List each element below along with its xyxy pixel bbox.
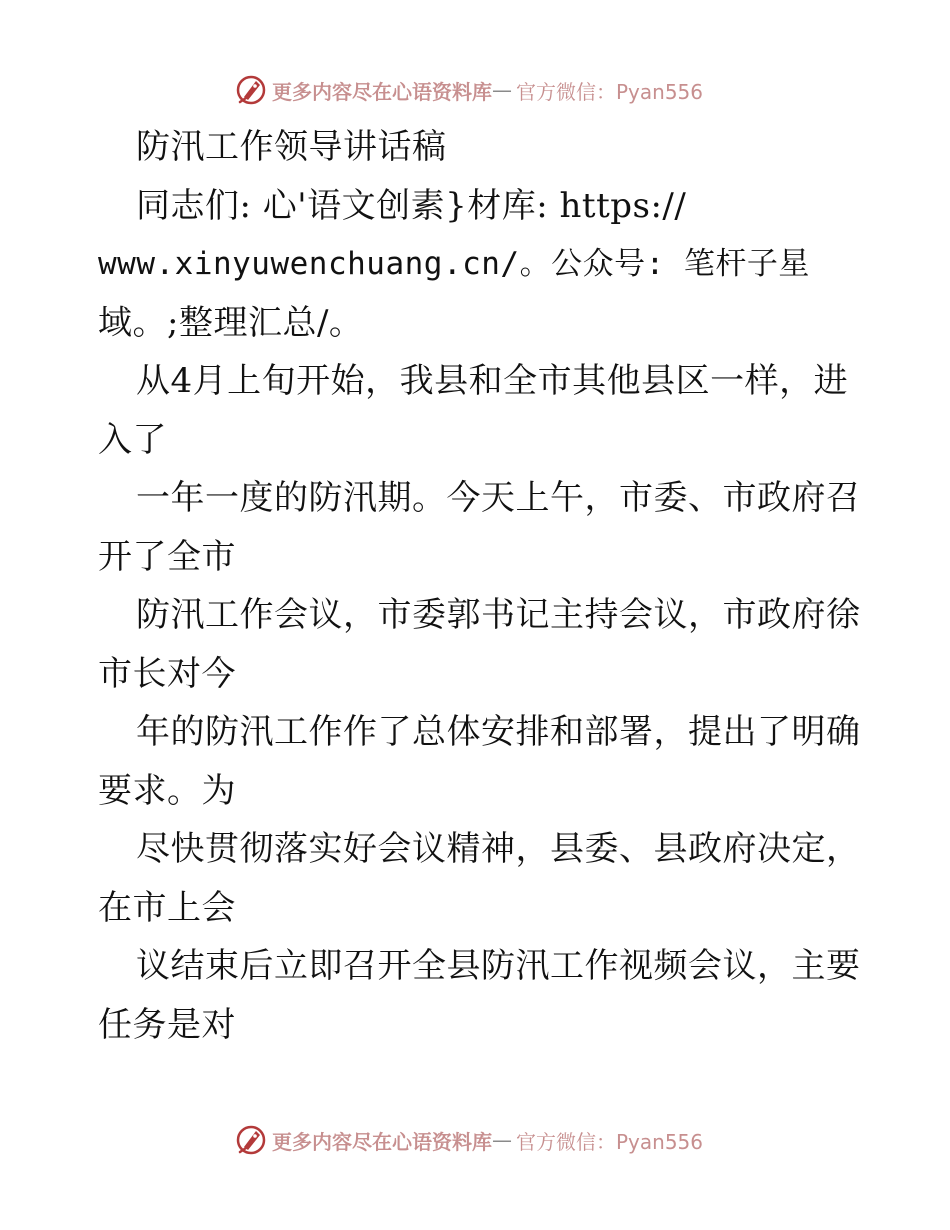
footer-banner	[234, 1120, 754, 1160]
banner-wechat: 官方微信：Pyan556	[516, 1129, 704, 1154]
header-banner	[234, 70, 754, 110]
text-line: 议结束后立即召开全县防汛工作视频会议，主要	[136, 946, 861, 986]
pen-nib-logo-icon	[234, 73, 268, 107]
text-line: 防汛工作会议，市委郭书记主持会议，市政府徐	[136, 595, 861, 635]
text-line: 开了全市	[98, 536, 236, 577]
banner-separator: —	[492, 78, 512, 102]
text-line: 任务是对	[98, 1004, 236, 1045]
banner-text: 更多内容尽在心语资料库	[272, 79, 492, 104]
text-line: 从4月上旬开始，我县和全市其他县区一样，进	[136, 361, 849, 401]
text-line: 域。;整理汇总/。	[98, 302, 364, 343]
text-line: 同志们: 心'语文创素}材库: https://	[136, 185, 687, 226]
text-line: 尽快贯彻落实好会议精神，县委、县政府决定，	[136, 829, 861, 869]
banner-separator: —	[492, 1128, 512, 1152]
text-line: www.xinyuwenchuang.cn/。公众号: 笔杆子星	[98, 246, 810, 282]
text-line: 市长对今	[98, 653, 236, 694]
text-line: 一年一度的防汛期。今天上午，市委、市政府召	[136, 478, 861, 518]
document-title: 防汛工作领导讲话稿	[136, 127, 447, 167]
text-line: 要求。为	[98, 770, 236, 811]
banner-wechat: 官方微信：Pyan556	[516, 79, 704, 104]
banner-text: 更多内容尽在心语资料库	[272, 1129, 492, 1154]
text-line: 在市上会	[98, 887, 236, 928]
document-body	[98, 118, 861, 1054]
pen-nib-logo-icon	[234, 1123, 268, 1157]
text-line: 年的防汛工作作了总体安排和部署，提出了明确	[136, 712, 861, 752]
text-line: 入了	[98, 419, 167, 460]
